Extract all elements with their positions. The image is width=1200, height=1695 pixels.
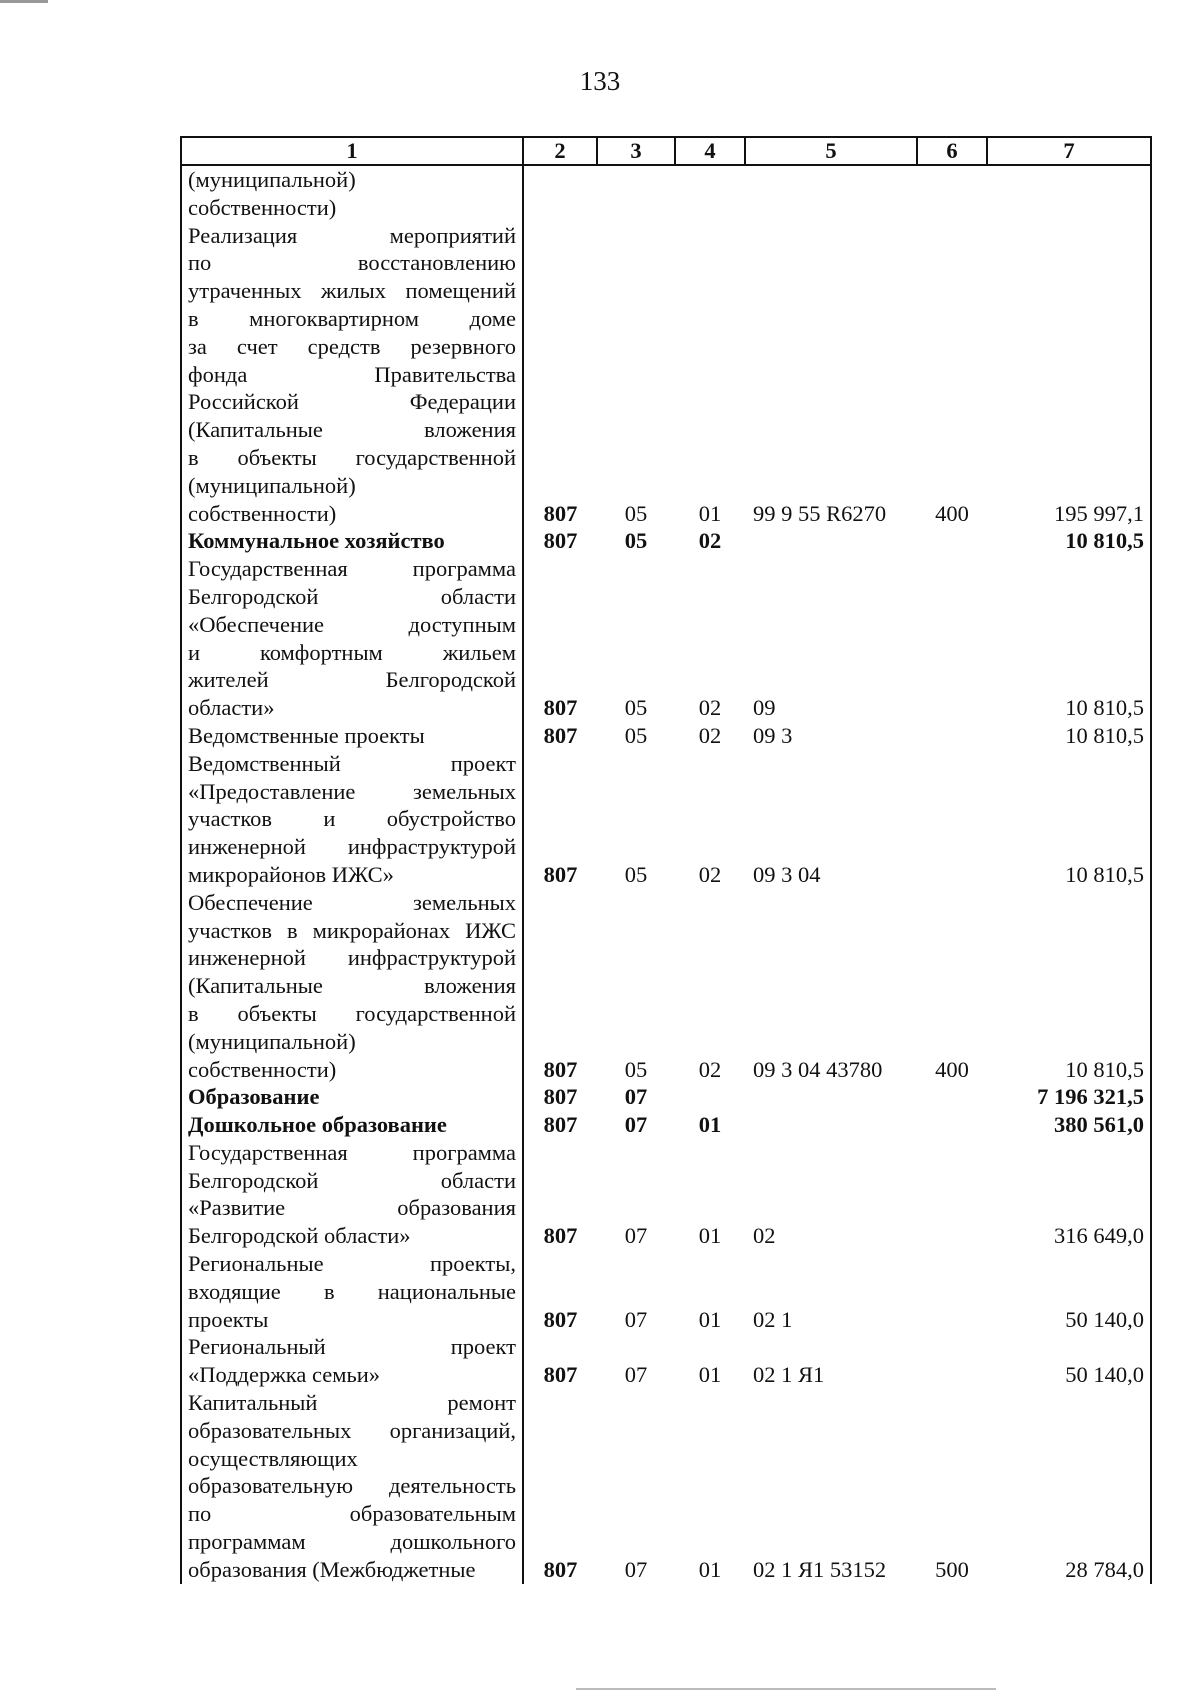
row-section-code: 07: [624, 1112, 648, 1138]
row-amount: 50 140,0: [987, 1250, 1151, 1333]
description-line: и комфортным жильем: [188, 639, 516, 665]
description-line: микрорайонов ИЖС»: [188, 861, 394, 887]
row-subsection-code: 01: [698, 1362, 722, 1388]
description-line: участков в микрорайонах ИЖС: [188, 917, 516, 943]
description-line: входящие в национальные: [188, 1278, 516, 1304]
row-target-code: 02: [753, 1223, 776, 1249]
description-line: в объекты государственной: [188, 1000, 516, 1026]
row-ministry-code: 807: [523, 1250, 597, 1333]
description-line: инженерной инфраструктурой: [188, 945, 516, 971]
row-target-code: 09: [753, 695, 776, 721]
description-line: Белгородской области»: [188, 1223, 411, 1249]
row-expense-type: [917, 722, 987, 750]
row-amount: 10 810,5: [987, 527, 1151, 555]
row-subsection-code: 01: [698, 1556, 722, 1582]
description-line: проекты: [188, 1306, 269, 1332]
description-line: «Предоставление земельных: [188, 778, 516, 804]
description-line: Реализация мероприятий: [188, 222, 516, 248]
row-amount: 10 810,5: [987, 722, 1151, 750]
row-subsection-code: 01: [698, 500, 722, 526]
row-expense-type: [917, 527, 987, 555]
row-amount: 10 810,5: [987, 555, 1151, 722]
row-description: [181, 1083, 523, 1111]
description-line: собственности): [188, 1056, 337, 1082]
row-subsection-code: 01: [698, 1112, 722, 1138]
row-target-code: [745, 165, 917, 222]
row-expense-type: [917, 165, 987, 222]
description-line: образовательных организаций,: [188, 1417, 516, 1443]
table-row: [181, 722, 1151, 750]
description-line: области»: [188, 695, 275, 721]
description-line: (муниципальной): [188, 1028, 356, 1054]
row-section-code: [597, 165, 675, 222]
table-row: [181, 165, 1151, 222]
description-line: «Обеспечение доступным: [188, 611, 516, 637]
row-ministry-code: 807: [523, 527, 597, 555]
row-amount: 10 810,5: [987, 889, 1151, 1084]
description-line: по образовательным: [188, 1501, 516, 1527]
row-amount: 380 561,0: [987, 1111, 1151, 1139]
description-line: Ведомственные проекты: [188, 722, 425, 748]
description-line: Обеспечение земельных: [188, 889, 516, 915]
row-amount: 316 649,0: [987, 1139, 1151, 1250]
description-line: Белгородской области: [188, 1167, 516, 1193]
row-description: [181, 527, 523, 555]
header-col-4: 4: [675, 137, 745, 165]
row-expense-type: 500: [935, 1556, 969, 1582]
description-line: Дошкольное образование: [188, 1112, 447, 1138]
description-line: Региональные проекты,: [188, 1251, 516, 1277]
description-line: Российской Федерации: [188, 389, 516, 415]
row-description: [181, 750, 523, 889]
description-line: «Поддержка семьи»: [188, 1362, 381, 1388]
row-description: [181, 165, 523, 222]
row-subsection-code: [675, 1083, 745, 1111]
row-description: [181, 1389, 523, 1584]
header-col-7: 7: [987, 137, 1151, 165]
row-section-code: 05: [624, 861, 648, 887]
description-line: фонда Правительства: [188, 361, 516, 387]
row-target-code: 02 1: [753, 1306, 793, 1332]
description-line: (Капитальные вложения: [188, 417, 516, 443]
description-line: Ведомственный проект: [188, 750, 516, 776]
description-line: жителей Белгородской: [188, 667, 516, 693]
description-line: собственности): [188, 500, 337, 526]
row-subsection-code: 02: [698, 861, 722, 887]
table-row: [181, 750, 1151, 889]
row-ministry-code: [523, 165, 597, 222]
header-col-2: 2: [523, 137, 597, 165]
row-subsection-code: [675, 165, 745, 222]
row-target-code: 02 1 Я1: [753, 1362, 825, 1388]
row-target-code: 99 9 55 R6270: [753, 500, 887, 526]
row-section-code: 07: [624, 1223, 648, 1249]
row-expense-type: [917, 1111, 987, 1139]
description-line: утраченных жилых помещений: [188, 278, 516, 304]
row-ministry-code: 807: [523, 750, 597, 889]
row-subsection-code: 02: [698, 528, 722, 554]
row-section-code: 05: [624, 1056, 648, 1082]
row-description: [181, 222, 523, 528]
row-section-code: 07: [624, 1362, 648, 1388]
row-section-code: 05: [624, 500, 648, 526]
row-amount: [987, 165, 1151, 222]
row-ministry-code: 807: [523, 222, 597, 528]
description-line: Государственная программа: [188, 556, 516, 582]
row-description: [181, 1139, 523, 1250]
table-row: [181, 1389, 1151, 1584]
row-target-code: 09 3: [753, 722, 793, 748]
description-line: (Капитальные вложения: [188, 973, 516, 999]
description-line: участков и обустройство: [188, 806, 516, 832]
row-amount: 7 196 321,5: [987, 1083, 1151, 1111]
row-section-code: 05: [624, 722, 648, 748]
description-line: в многоквартирном доме: [188, 305, 516, 331]
row-subsection-code: 02: [698, 722, 722, 748]
description-line: (муниципальной): [188, 472, 356, 498]
row-ministry-code: 807: [523, 1111, 597, 1139]
row-target-code: [745, 1083, 917, 1111]
row-ministry-code: 807: [523, 889, 597, 1084]
row-expense-type: [917, 1083, 987, 1111]
row-expense-type: [917, 1250, 987, 1333]
row-expense-type: [917, 1333, 987, 1389]
header-col-6: 6: [917, 137, 987, 165]
table-row: [181, 1111, 1151, 1139]
scan-edge-mark: [0, 0, 48, 3]
row-ministry-code: 807: [523, 1389, 597, 1584]
row-amount: 28 784,0: [987, 1389, 1151, 1584]
header-row: [181, 137, 1151, 165]
row-target-code: [745, 1111, 917, 1139]
row-target-code: 09 3 04: [753, 861, 821, 887]
row-target-code: 02 1 Я1 53152: [753, 1556, 887, 1582]
description-line: Государственная программа: [188, 1139, 516, 1165]
table-row: [181, 222, 1151, 528]
row-expense-type: [917, 750, 987, 889]
description-line: «Развитие образования: [188, 1195, 516, 1221]
row-ministry-code: 807: [523, 1139, 597, 1250]
row-description: [181, 1250, 523, 1333]
row-section-code: 05: [624, 695, 648, 721]
scan-edge-mark-bottom: [576, 1688, 996, 1690]
row-subsection-code: 01: [698, 1223, 722, 1249]
description-line: Региональный проект: [188, 1334, 516, 1360]
row-expense-type: 400: [935, 500, 969, 526]
row-amount: 195 997,1: [987, 222, 1151, 528]
table-row: [181, 1333, 1151, 1389]
row-subsection-code: 02: [698, 1056, 722, 1082]
row-expense-type: [917, 555, 987, 722]
description-line: образования (Межбюджетные: [188, 1556, 476, 1582]
row-ministry-code: 807: [523, 1333, 597, 1389]
page-number: 133: [579, 66, 621, 96]
description-line: Белгородской области: [188, 583, 516, 609]
table-row: [181, 555, 1151, 722]
header-col-1: 1: [181, 137, 523, 165]
row-description: [181, 1333, 523, 1389]
table-row: [181, 1250, 1151, 1333]
row-ministry-code: 807: [523, 1083, 597, 1111]
description-line: инженерной инфраструктурой: [188, 834, 516, 860]
table-row: [181, 889, 1151, 1084]
table-row: [181, 1139, 1151, 1250]
description-line: Образование: [188, 1084, 320, 1110]
description-line: собственности): [188, 194, 337, 220]
row-ministry-code: 807: [523, 722, 597, 750]
row-description: [181, 1111, 523, 1139]
row-description: [181, 555, 523, 722]
description-line: Капитальный ремонт: [188, 1390, 516, 1416]
row-section-code: 05: [624, 528, 648, 554]
row-section-code: 07: [624, 1556, 648, 1582]
description-line: в объекты государственной: [188, 444, 516, 470]
row-target-code: 09 3 04 43780: [753, 1056, 883, 1082]
row-amount: 10 810,5: [987, 750, 1151, 889]
row-target-code: [745, 527, 917, 555]
description-line: образовательную деятельность: [188, 1473, 516, 1499]
budget-table: [180, 136, 1152, 1584]
row-subsection-code: 01: [698, 1306, 722, 1332]
row-description: [181, 889, 523, 1084]
description-line: по восстановлению: [188, 250, 516, 276]
table-row: [181, 527, 1151, 555]
table-body: [181, 165, 1151, 1584]
description-line: программам дошкольного: [188, 1529, 516, 1555]
table-row: [181, 1083, 1151, 1111]
row-section-code: 07: [624, 1306, 648, 1332]
description-line: (муниципальной): [188, 167, 356, 192]
row-description: [181, 722, 523, 750]
header-col-3: 3: [597, 137, 675, 165]
row-expense-type: [917, 1139, 987, 1250]
row-subsection-code: 02: [698, 695, 722, 721]
row-amount: 50 140,0: [987, 1333, 1151, 1389]
row-section-code: 07: [624, 1084, 648, 1110]
header-col-5: 5: [745, 137, 917, 165]
row-expense-type: 400: [935, 1056, 969, 1082]
row-ministry-code: 807: [523, 555, 597, 722]
description-line: за счет средств резервного: [188, 333, 516, 359]
description-line: Коммунальное хозяйство: [188, 528, 445, 554]
description-line: осуществляющих: [188, 1445, 358, 1471]
